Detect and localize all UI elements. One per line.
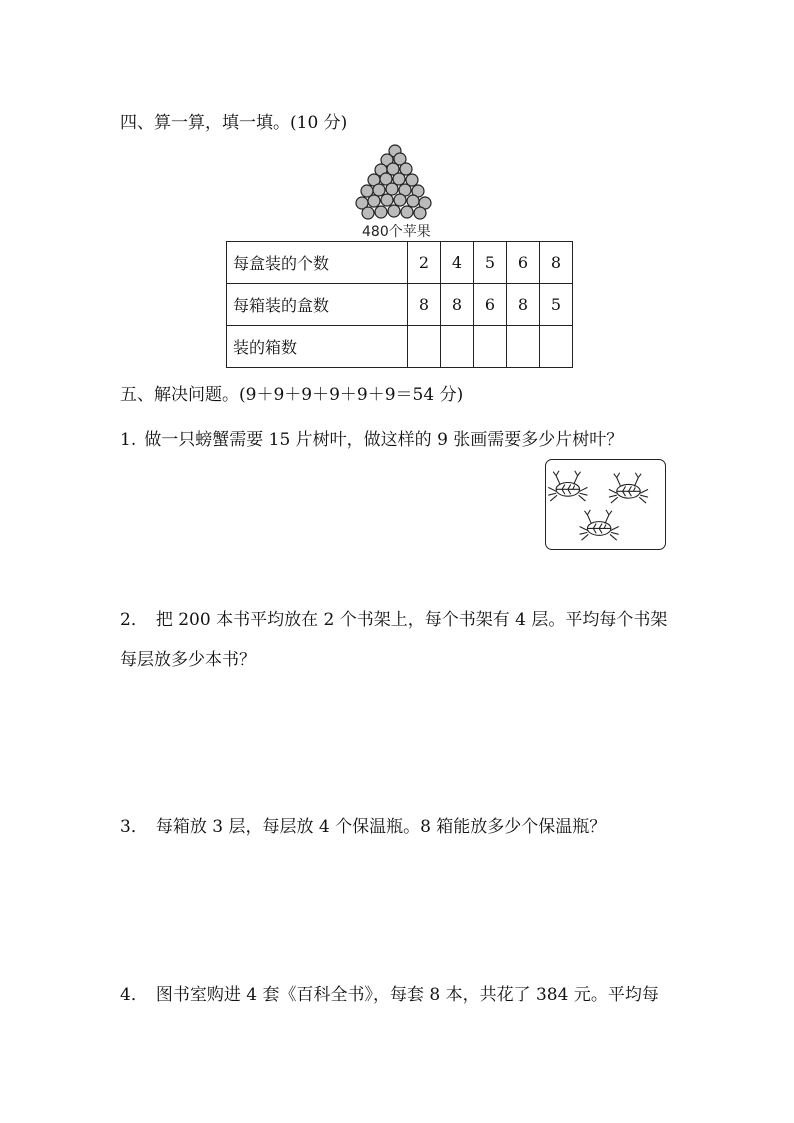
row-label: 装的箱数 — [227, 326, 408, 368]
table-cell: 8 — [408, 284, 441, 326]
table-cell: 8 — [540, 242, 573, 284]
section-4-title: 四、算一算，填一填。(10 分) — [120, 113, 348, 133]
table-row — [227, 284, 573, 326]
answer-cell[interactable] — [507, 326, 540, 368]
table-cell: 2 — [408, 242, 441, 284]
apple-pile-icon — [353, 143, 437, 221]
table-cell: 5 — [540, 284, 573, 326]
question-3 — [120, 807, 606, 847]
table-cell: 5 — [474, 242, 507, 284]
leaf-crab-picture-icon — [545, 459, 666, 550]
table-cell: 8 — [507, 284, 540, 326]
table-row — [227, 326, 573, 368]
apple-caption: 480个苹果 — [362, 224, 431, 240]
answer-cell[interactable] — [408, 326, 441, 368]
packing-table — [226, 241, 573, 368]
answer-cell[interactable] — [441, 326, 474, 368]
question-2 — [120, 600, 680, 680]
table-cell: 6 — [507, 242, 540, 284]
section-5-title: 五、解决问题。(9＋9＋9＋9＋9＋9＝54 分) — [120, 385, 464, 405]
table-cell: 8 — [441, 284, 474, 326]
question-text: 把 200 本书平均放在 2 个书架上，每个书架有 4 层。平均每个书架每层放多少本书？ — [120, 610, 668, 670]
answer-cell[interactable] — [474, 326, 507, 368]
question-number: 2． — [120, 610, 148, 630]
question-number: 4． — [120, 985, 148, 1005]
question-number: 1. — [120, 430, 137, 450]
answer-cell[interactable] — [540, 326, 573, 368]
table-row — [227, 242, 573, 284]
question-4 — [120, 975, 659, 1015]
table-cell: 6 — [474, 284, 507, 326]
row-label: 每盒装的个数 — [227, 242, 408, 284]
row-label: 每箱装的盒数 — [227, 284, 408, 326]
question-text: 每箱放 3 层，每层放 4 个保温瓶。8 箱能放多少个保温瓶？ — [155, 817, 607, 837]
question-text: 图书室购进 4 套《百科全书》，每套 8 本，共花了 384 元。平均每 — [155, 985, 659, 1005]
question-1 — [120, 420, 623, 460]
question-text: 做一只螃蟹需要 15 片树叶，做这样的 9 张画需要多少片树叶？ — [144, 430, 624, 450]
table-cell: 4 — [441, 242, 474, 284]
question-number: 3． — [120, 817, 148, 837]
